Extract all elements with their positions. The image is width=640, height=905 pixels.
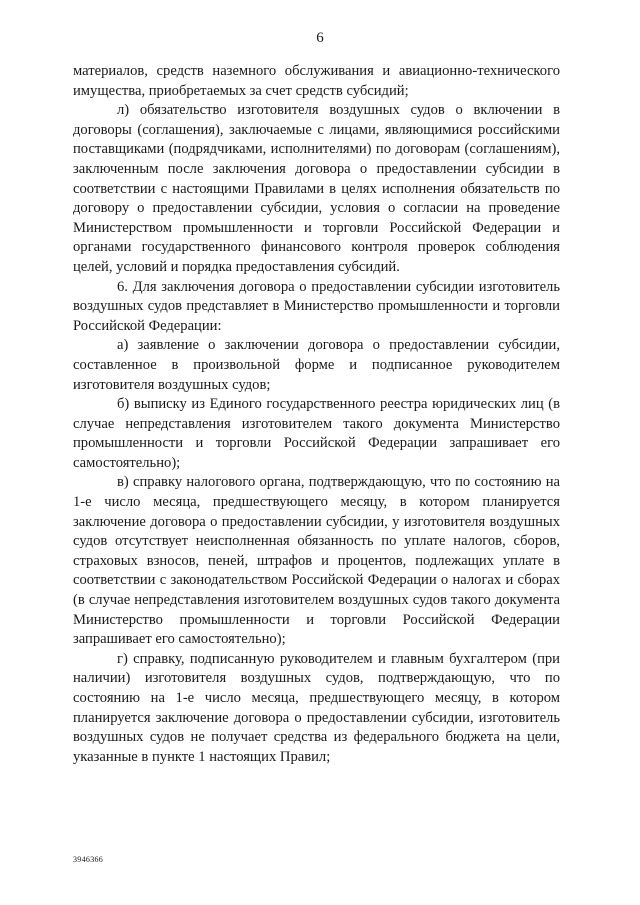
paragraph-section-6: 6. Для заключения договора о предоставлении субсидии изготовитель воздушных судов представляет в Министерство промышленности и торговли Российской Федерации: xyxy=(73,278,560,334)
paragraph-item-l: л) обязательство изготовителя воздушных судов о включении в договоры (соглашения), заключаемые с лицами, являющимися российскими поставщиками (подрядчиками, исполнителями) по договорам (соглашениям), заключенным после заключения договора о предоставлении субсидии в соответствии с настоящими Правилами в целях исполнения обязательств по договору о предоставлении субсидии, условия о согласии на проведение Министерством промышленности и торговли Российской Федерации и органами государственного финансового контроля проверок соблюдения целей, условий и порядка предоставления субсидий. xyxy=(73,102,560,275)
page-number: 6 xyxy=(316,30,324,46)
paragraph-item-b: б) выписку из Единого государственного реестра юридических лиц (в случае непредставления изготовителем такого документа Министерство промышленности и торговли Российской Федерации запрашивает его самостоятельно); xyxy=(73,396,560,471)
paragraph-item-g: г) справку, подписанную руководителем и главным бухгалтером (при наличии) изготовителя воздушных судов, подтверждающую, что по состоянию на 1-е число месяца, предшествующего месяцу, в котором планируется заключение договора о предоставлении субсидии, изготовитель воздушных судов не получает средства из федерального бюджета на цели, указанные в пункте 1 настоящих Правил; xyxy=(73,650,560,765)
document-body xyxy=(73,62,560,767)
paragraph-item-a: а) заявление о заключении договора о предоставлении субсидии, составленное в произвольной форме и подписанное руководителем изготовителя воздушных судов; xyxy=(73,337,560,393)
document-id: 3946366 xyxy=(73,855,104,864)
paragraph-materials-continuation: материалов, средств наземного обслуживания и авиационно-технического имущества, приобретаемых за счет средств субсидий; xyxy=(73,63,560,99)
paragraph-item-v: в) справку налогового органа, подтверждающую, что по состоянию на 1-е число месяца, предшествующего месяцу, в котором планируется заключение договора о предоставлении субсидии, у изготовителя воздушных судов отсутствует неисполненная обязанность по уплате налогов, сборов, страховых взносов, пеней, штрафов и процентов, подлежащих уплате в соответствии с законодательством Российской Федерации о налогах и сборах (в случае непредставления изготовителем воздушных судов такого документа Министерство промышленности и торговли Российской Федерации запрашивает его самостоятельно); xyxy=(73,474,560,648)
